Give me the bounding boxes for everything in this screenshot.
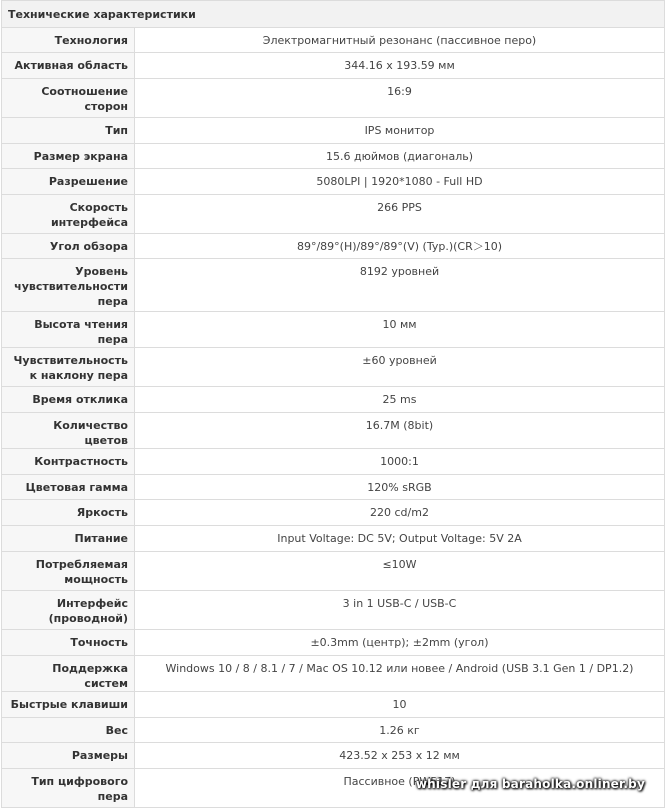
- table-row: [2, 591, 665, 630]
- spec-value: Электромагнитный резонанс (пассивное перо): [135, 28, 665, 53]
- spec-label: Соотношение сторон: [2, 79, 135, 118]
- spec-label: Тип: [2, 118, 135, 144]
- spec-value: 10 мм: [135, 312, 665, 348]
- spec-value: 8192 уровней: [135, 259, 665, 312]
- spec-label: Интерфейс (проводной): [2, 591, 135, 630]
- spec-value: 10: [135, 692, 665, 718]
- spec-label: Угол обзора: [2, 234, 135, 259]
- table-row: [2, 552, 665, 591]
- table-row: [2, 259, 665, 312]
- table-row: [2, 413, 665, 449]
- spec-label: Быстрые клавиши: [2, 692, 135, 718]
- spec-label: Потребляемая мощность: [2, 552, 135, 591]
- spec-table-title: Технические характеристики: [1, 0, 665, 27]
- table-row: [2, 526, 665, 552]
- spec-value: ±0.3mm (центр); ±2mm (угол): [135, 630, 665, 656]
- spec-value: 16:9: [135, 79, 665, 118]
- spec-value: 89°/89°(H)/89°/89°(V) (Typ.)(CR＞10): [135, 234, 665, 259]
- spec-value: 344.16 x 193.59 мм: [135, 53, 665, 79]
- spec-value: 15.6 дюймов (диагональ): [135, 144, 665, 169]
- spec-value: 3 in 1 USB-C / USB-C: [135, 591, 665, 630]
- table-row: [2, 348, 665, 387]
- table-row: [2, 53, 665, 79]
- spec-label: Размеры: [2, 743, 135, 769]
- spec-label: Яркость: [2, 500, 135, 526]
- spec-label: Контрастность: [2, 449, 135, 475]
- spec-label: Вес: [2, 718, 135, 743]
- spec-label: Уровень чувствительности пера: [2, 259, 135, 312]
- table-row: [2, 28, 665, 53]
- spec-value: 5080LPI | 1920*1080 - Full HD: [135, 169, 665, 195]
- spec-value: 266 PPS: [135, 195, 665, 234]
- spec-value: 1.26 кг: [135, 718, 665, 743]
- table-row: [2, 500, 665, 526]
- spec-label: Время отклика: [2, 387, 135, 413]
- table-row: [2, 630, 665, 656]
- spec-table-container: [1, 0, 665, 808]
- spec-label: Тип цифрового пера: [2, 769, 135, 808]
- spec-value: Пассивное (PW517): [135, 769, 665, 808]
- table-row: [2, 118, 665, 144]
- spec-label: Скорость интерфейса: [2, 195, 135, 234]
- spec-value: ≤10W: [135, 552, 665, 591]
- table-row: [2, 195, 665, 234]
- spec-value: 220 cd/m2: [135, 500, 665, 526]
- table-row: [2, 743, 665, 769]
- spec-label: Питание: [2, 526, 135, 552]
- spec-table: [1, 27, 665, 808]
- spec-label: Размер экрана: [2, 144, 135, 169]
- table-row: [2, 79, 665, 118]
- table-row: [2, 475, 665, 500]
- spec-label: Разрешение: [2, 169, 135, 195]
- table-row: [2, 692, 665, 718]
- spec-value: 423.52 x 253 x 12 мм: [135, 743, 665, 769]
- spec-value: 16.7M (8bit): [135, 413, 665, 449]
- table-row: [2, 169, 665, 195]
- table-row: [2, 234, 665, 259]
- spec-label: Активная область: [2, 53, 135, 79]
- table-row: [2, 718, 665, 743]
- spec-value: IPS монитор: [135, 118, 665, 144]
- spec-label: Цветовая гамма: [2, 475, 135, 500]
- watermark: whisler для baraholka.onliner.by: [415, 777, 645, 791]
- table-row: [2, 144, 665, 169]
- spec-value: Windows 10 / 8 / 8.1 / 7 / Mac OS 10.12 или новее / Android (USB 3.1 Gen 1 / DP1.2): [135, 656, 665, 692]
- spec-value: 1000:1: [135, 449, 665, 475]
- spec-value: 25 ms: [135, 387, 665, 413]
- spec-label: Количество цветов: [2, 413, 135, 449]
- spec-label: Высота чтения пера: [2, 312, 135, 348]
- spec-value: 120% sRGB: [135, 475, 665, 500]
- spec-label: Чувствительность к наклону пера: [2, 348, 135, 387]
- spec-value: Input Voltage: DC 5V; Output Voltage: 5V 2A: [135, 526, 665, 552]
- table-row: [2, 312, 665, 348]
- table-row: [2, 387, 665, 413]
- spec-label: Технология: [2, 28, 135, 53]
- spec-label: Поддержка систем: [2, 656, 135, 692]
- spec-value: ±60 уровней: [135, 348, 665, 387]
- table-row: [2, 656, 665, 692]
- table-row: [2, 449, 665, 475]
- spec-label: Точность: [2, 630, 135, 656]
